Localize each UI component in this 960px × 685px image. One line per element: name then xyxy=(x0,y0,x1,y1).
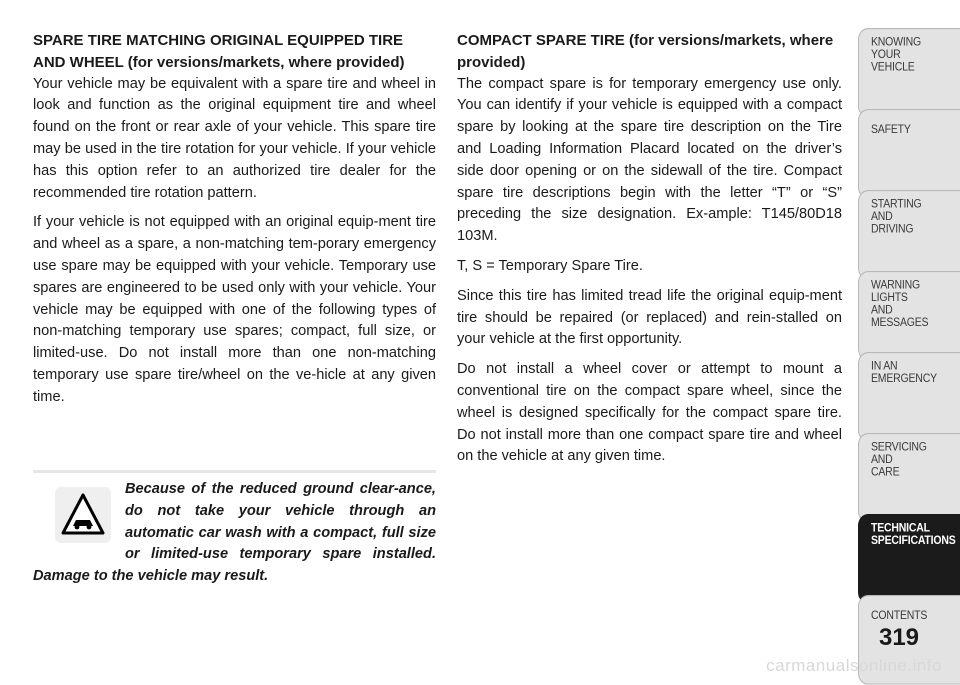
tab-starting-and-driving[interactable]: STARTING AND DRIVING xyxy=(858,190,960,280)
section-tabs xyxy=(858,28,960,676)
heading-title: SPARE TIRE MATCHING ORIGINAL EQUIPPED TIRE AND WHEEL xyxy=(33,32,404,71)
compact-spare-heading xyxy=(457,30,842,74)
page-number: 319 xyxy=(878,624,920,651)
left-paragraph-2: If your vehicle is not equipped with an original equip-ment tire and wheel as a spare, a non-matching tem-porary emergency use spare may be equipped with your vehicle. Temporary use spares are engineered to be used only with your vehicle. Your vehicle may be equipped with one of the following types of non-matching temporary use spares; compact, full size, or limited-use. Do not install more than one non-matching temporary use spare tire/wheel on the ve-hicle at any given time. xyxy=(33,214,436,405)
heading-title: COMPACT SPARE TIRE xyxy=(457,32,625,49)
warning-box xyxy=(33,470,436,588)
right-paragraph-4: Do not install a wheel cover or attempt to mount a conventional tire on the compact spare wheel, since the wheel is designed specifically for the compact spare tire. Do not install more than one compact spare tire and wheel on the vehicle at any given time. xyxy=(457,361,842,465)
left-paragraph-1: Your vehicle may be equivalent with a spare tire and wheel in look and function as the original equipment tire and wheel found on the front or rear axle of your vehicle. This spare tire may be used in the tire rotation for your vehicle. If your vehicle has this option refer to an authorized tire dealer for the recommended tire rotation pattern. xyxy=(33,75,436,201)
tab-safety[interactable]: SAFETY xyxy=(858,109,960,199)
right-paragraph-3: Since this tire has limited tread life the original equip-ment tire should be repaired (or replaced) and rein-stalled on your vehicle at the first opportunity. xyxy=(457,287,842,348)
right-paragraph-2: T, S = Temporary Spare Tire. xyxy=(457,257,643,274)
right-column xyxy=(457,30,842,476)
tab-technical-specifications[interactable]: TECHNICAL SPECIFICATIONS xyxy=(858,514,960,604)
warning-text: Because of the reduced ground clear-ance, do not take your vehicle through an automatic car wash with a compact, full size or limited-use temporary spare installed. Damage to the vehicle may result. xyxy=(33,481,436,585)
tab-contents[interactable]: CONTENTS xyxy=(858,595,960,685)
tab-servicing-and-care[interactable]: SERVICING AND CARE xyxy=(858,433,960,523)
tab-knowing-your-vehicle[interactable]: KNOWING YOUR VEHICLE xyxy=(858,28,960,118)
tab-in-an-emergency[interactable]: IN AN EMERGENCY xyxy=(858,352,960,442)
left-column xyxy=(33,30,436,417)
spare-tire-matching-heading xyxy=(33,30,436,74)
warning-car-icon xyxy=(55,487,111,543)
heading-subtitle: (for versions/markets, where provided) xyxy=(127,53,405,71)
heading-subtitle: (for versions/markets, where provided) xyxy=(457,32,834,71)
right-paragraph-1: The compact spare is for temporary emergency use only. You can identify if your vehicle is equipped with a compact spare by looking at the spare tire description on the Tire and Loading Information Placard located on the driver’s side door opening or on the sidewall of the tire. Compact spare tire descriptions begin with the letter “T” or “S” preceding the size designation. Ex-ample: T145/80D18 103M. xyxy=(457,75,842,245)
watermark: carmanualsonline.info xyxy=(766,656,942,675)
tab-warning-lights-and-messages[interactable]: WARNING LIGHTS AND MESSAGES xyxy=(858,271,960,361)
